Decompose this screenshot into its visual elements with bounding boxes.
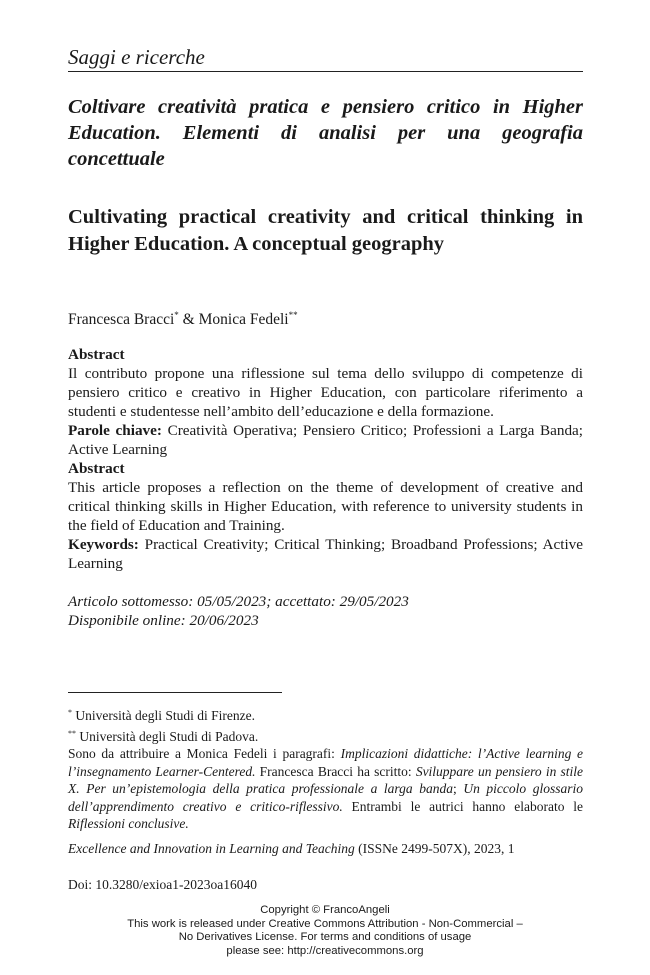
contrib-text: Sono da attribuire a Monica Fedeli i paragrafi: <box>68 746 341 761</box>
section-title: Saggi e ricerche <box>68 45 205 69</box>
authors-line <box>68 305 298 330</box>
online-date: Disponibile online: 20/06/2023 <box>68 612 259 629</box>
contrib-text: ; <box>453 781 464 796</box>
contrib-text: Entrambi le autrici hanno elaborato le <box>342 798 583 814</box>
footnote-mark: * <box>68 708 72 717</box>
abstract-section <box>68 345 583 573</box>
copyright-line: Copyright © FrancoAngeli <box>260 904 390 916</box>
keywords-label: Parole chiave: <box>68 422 162 439</box>
footnote-divider <box>68 692 282 693</box>
contrib-section-title: Sviluppare un pensiero in stile X. Per un’epistemologia della pratica professionale a larga banda <box>68 763 583 796</box>
submitted-date: Articolo sottomesso: 05/05/2023; accettato: 29/05/2023 <box>68 593 409 610</box>
author-connector: & <box>178 311 199 328</box>
journal-issn: (ISSNe 2499-507X), 2023, 1 <box>354 841 515 856</box>
abstract-text-en: This article proposes a reflection on the theme of development of creative and critical thinking skills in Higher Education, with reference to university students in the field of Education and Training. <box>68 479 583 534</box>
affiliation-text: Università degli Studi di Firenze. <box>72 708 255 723</box>
license-link-line: please see: http://creativecommons.org <box>226 944 424 957</box>
footnote-affiliation <box>68 704 583 725</box>
keywords-list: Practical Creativity; Critical Thinking; Broadband Professions; Active Learning <box>68 536 583 572</box>
contrib-section-title: Un piccolo glossario dell’apprendimento creativo e critico-riflessivo. <box>68 781 584 814</box>
license-line: No Derivatives License. For terms and conditions of usage <box>178 931 472 943</box>
journal-name: Excellence and Innovation in Learning and Teaching <box>68 841 355 856</box>
footnote-mark: ** <box>68 728 76 738</box>
footnote-contributions <box>68 745 583 833</box>
affiliation-text: Università degli Studi di Padova. <box>76 728 259 744</box>
keywords-it <box>68 421 583 459</box>
footnote-mark: ** <box>288 310 298 320</box>
keywords-en <box>68 535 583 573</box>
footnote-mark: * <box>174 310 179 320</box>
contrib-section-title: Implicazioni didattiche: l’Active learning e l’insegnamento Learner-Centered. <box>68 746 583 779</box>
doi-line: Doi: 10.3280/exioa1-2023oa16040 <box>68 877 257 892</box>
journal-citation <box>68 840 514 858</box>
abstract-heading-en: Abstract <box>68 460 125 477</box>
license-line: This work is released under Creative Commons Attribution - Non-Commercial – <box>127 917 523 930</box>
contrib-text: Francesca Bracci ha scritto: <box>255 763 416 779</box>
author-name: Francesca Bracci <box>68 311 175 328</box>
submission-dates <box>68 592 409 630</box>
title-english: Cultivating practical creativity and critical thinking in Higher Education. A conceptual geography <box>68 206 583 255</box>
abstract-text-it: Il contributo propone una riflessione sul tema dello sviluppo di competenze di pensiero critico e creativo in Higher Education, con particolare riferimento a studenti e studentesse nell’ambito dell’educazione e della formazione. <box>68 365 583 420</box>
footnotes <box>68 704 583 833</box>
author-name: Monica Fedeli <box>198 311 289 328</box>
title-italian: Coltivare creatività pratica e pensiero critico in Higher Education. Elementi di analisi per una geografia concettuale <box>68 96 583 170</box>
copyright-notice <box>0 904 650 958</box>
keywords-list: Creatività Operativa; Pensiero Critico; Professioni a Larga Banda; Active Learning <box>68 422 583 458</box>
contrib-section-title: Riflessioni conclusive. <box>68 816 189 831</box>
abstract-heading-it: Abstract <box>68 346 125 363</box>
footnote-affiliation <box>68 725 583 746</box>
section-divider <box>68 71 583 72</box>
keywords-label: Keywords: <box>68 536 139 553</box>
